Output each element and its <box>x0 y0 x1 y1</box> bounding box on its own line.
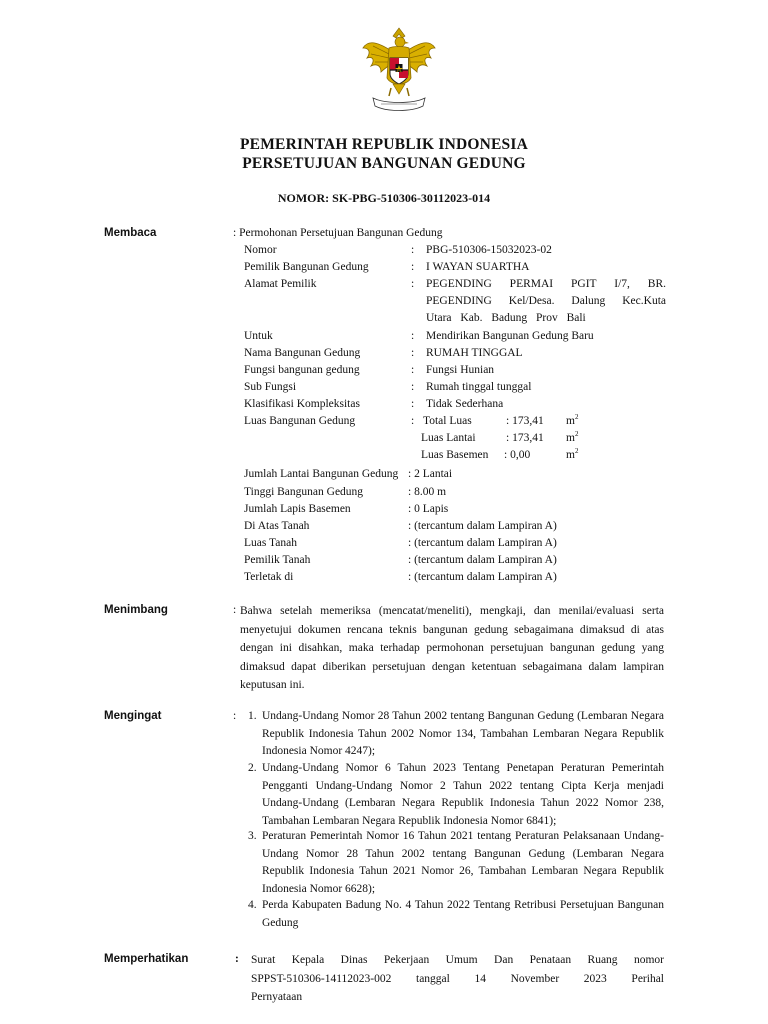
section-label-mengingat: Mengingat <box>104 710 162 722</box>
field-value: PBG-510306-15032023-02 <box>426 244 552 256</box>
field-label: Alamat Pemilik <box>244 278 317 290</box>
field-label: Sub Fungsi <box>244 381 297 393</box>
luas-unit: $m^2$ <box>566 447 579 461</box>
field-value: Mendirikan Bangunan Gedung Baru <box>426 330 594 342</box>
field-value: I WAYAN SUARTHA <box>426 261 530 273</box>
field-label: Jumlah Lapis Basemen <box>244 503 351 515</box>
menimbang-colon: : <box>233 604 237 616</box>
field-value: : (tercantum dalam Lampiran A) <box>408 571 557 583</box>
government-title: PEMERINTAH REPUBLIK INDONESIA <box>240 136 528 153</box>
field-value: : (tercantum dalam Lampiran A) <box>408 554 557 566</box>
section-label-membaca: Membaca <box>104 227 157 239</box>
field-value: : 2 Lantai <box>408 468 453 480</box>
luas-value: : 173,41 <box>506 415 544 427</box>
field-label: Untuk <box>244 330 273 342</box>
field-value: Tidak Sederhana <box>426 398 504 410</box>
document-title: PERSETUJUAN BANGUNAN GEDUNG <box>242 155 526 172</box>
luas-unit: $m^2$ <box>566 430 579 444</box>
field-colon: : <box>411 278 415 290</box>
field-value: : 0 Lapis <box>408 503 449 515</box>
field-value: Rumah tinggal tunggal <box>426 381 532 393</box>
field-label: Terletak di <box>244 571 294 583</box>
garuda-pancasila-emblem <box>359 26 439 112</box>
field-value: : 8.00 m <box>408 486 447 498</box>
field-colon: : <box>411 330 415 342</box>
field-label: Di Atas Tanah <box>244 520 310 532</box>
field-colon: : <box>411 398 415 410</box>
field-colon: : <box>411 364 415 376</box>
field-colon: : <box>411 381 415 393</box>
list-item-text: Peraturan Pemerintah Nomor 16 Tahun 2021 tentang Peraturan Pelaksanaan Undang-Undang Nomor 28 Tahun 2002 tentang Bangunan Gedung (Lembaran Negara Republik Indonesia Tahun 2021 Nomor 26, Tambahan Lembaran Negara Republik Indonesia Nomor 6628); <box>262 830 664 895</box>
membaca-intro: : Permohonan Persetujuan Bangunan Gedung <box>233 227 443 239</box>
menimbang-text: Bahwa setelah memeriksa (mencatat/meneliti), mengkaji, dan menilai/evaluasi serta menyetujui dokumen rencana teknis bangunan gedung sebagaimana dimaksud di atas dengan ini disahkan, maka terhadap permohonan persetujuan bangunan gedung yang dimaksud dapat diberikan persetujuan dengan ketentuan sebagaimana dalam lampiran keputusan ini. <box>240 605 664 691</box>
mengingat-colon: : <box>233 710 237 722</box>
list-item-number: 3. <box>248 830 257 842</box>
field-value: : (tercantum dalam Lampiran A) <box>408 537 557 549</box>
field-value-address: PEGENDING PERMAI PGIT I/7, BR. PEGENDING Kel/Desa. Dalung Kec.Kuta Utara Kab. Badung Prov Bali <box>426 278 666 325</box>
section-label-menimbang: Menimbang <box>104 604 168 616</box>
list-item-number: 2. <box>248 762 257 774</box>
field-label: Luas Bangunan Gedung <box>244 415 356 427</box>
field-colon: : <box>411 244 415 256</box>
list-item-text: Perda Kabupaten Badung No. 4 Tahun 2022 Tentang Retribusi Persetujuan Bangunan Gedung <box>262 899 664 929</box>
field-label: Fungsi bangunan gedung <box>244 364 360 376</box>
section-label-memperhatikan: Memperhatikan <box>104 953 189 965</box>
luas-value: : 173,41 <box>506 432 544 444</box>
luas-value: : 0,00 <box>504 449 531 461</box>
field-colon: : <box>411 415 415 427</box>
luas-label: Total Luas <box>423 415 472 427</box>
luas-label: Luas Basemen <box>421 449 489 461</box>
field-label: Nomor <box>244 244 277 256</box>
luas-label: Luas Lantai <box>421 432 476 444</box>
field-label: Nama Bangunan Gedung <box>244 347 361 359</box>
list-item-text: Undang-Undang Nomor 28 Tahun 2002 tentang Bangunan Gedung (Lembaran Negara Republik Indonesia Tahun 2002 Nomor 134, Tambahan Lembaran Negara Republik Indonesia Nomor 4247); <box>262 710 664 758</box>
field-label: Pemilik Tanah <box>244 554 311 566</box>
field-label: Jumlah Lantai Bangunan Gedung <box>244 468 399 480</box>
field-label: Tinggi Bangunan Gedung <box>244 486 364 498</box>
field-colon: : <box>411 347 415 359</box>
luas-unit: $m^2$ <box>566 413 579 427</box>
list-item-text: Undang-Undang Nomor 6 Tahun 2023 Tentang Penetapan Peraturan Pemerintah Pengganti Undang-Undang Nomor 2 Tahun 2022 tentang Cipta Kerja menjadi Undang-Undang (Lembaran Negara Republik Indonesia Tahun 2022 Nomor 238, Tambahan Lembaran Negara Republik Indonesia Nomor 6841); <box>262 762 664 827</box>
field-label: Luas Tanah <box>244 537 297 549</box>
list-item-number: 1. <box>248 710 257 722</box>
field-label: Klasifikasi Kompleksitas <box>244 398 360 410</box>
list-item-number: 4. <box>248 899 257 911</box>
field-value: : (tercantum dalam Lampiran A) <box>408 520 557 532</box>
field-label: Pemilik Bangunan Gedung <box>244 261 369 273</box>
memperhatikan-colon: : <box>235 953 239 965</box>
field-value: RUMAH TINGGAL <box>426 347 523 359</box>
field-value: Fungsi Hunian <box>426 364 495 376</box>
memperhatikan-text: Surat Kepala Dinas Pekerjaan Umum Dan Penataan Ruang nomor SPPST-510306-14112023-002 tanggal 14 November 2023 Perihal Pernyataan <box>251 954 664 1003</box>
document-number: NOMOR: SK-PBG-510306-30112023-014 <box>277 191 491 205</box>
field-colon: : <box>411 261 415 273</box>
